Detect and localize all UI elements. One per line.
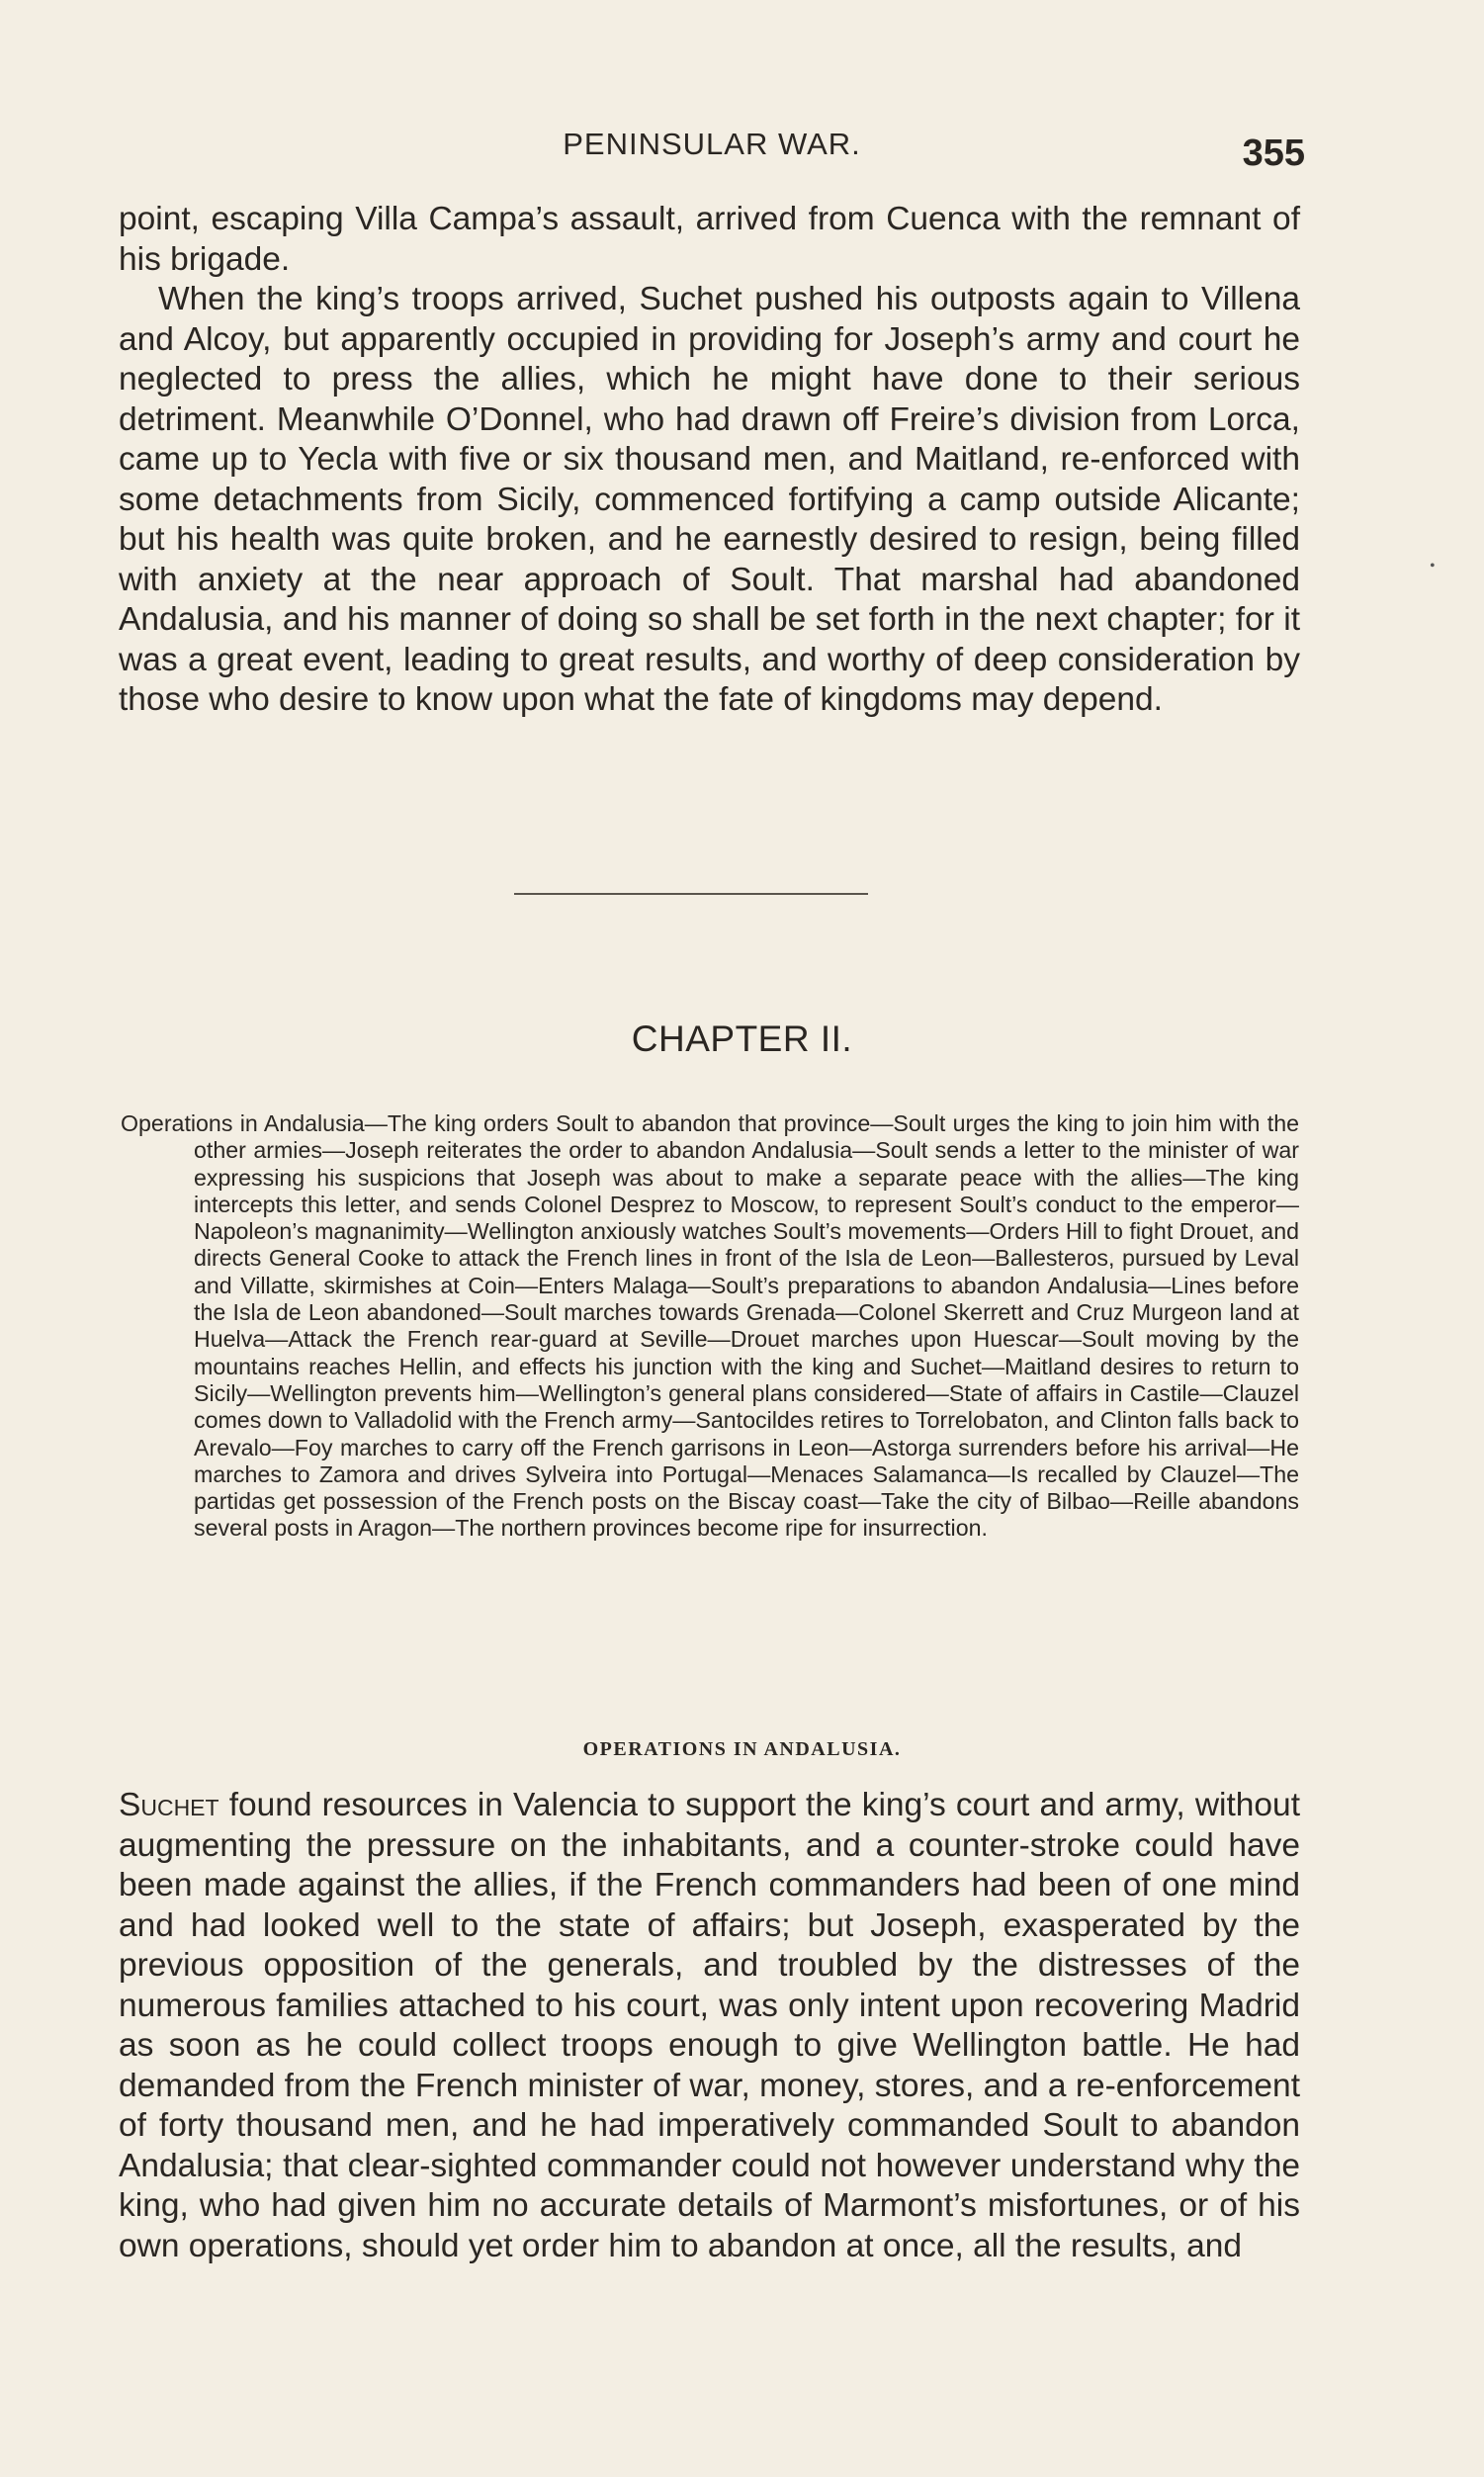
chapter-title: CHAPTER II. xyxy=(631,1018,853,1059)
section-divider xyxy=(514,893,868,895)
body-paragraph: When the king’s troops arrived, Suchet pushed his outposts again to Villena and Alcoy, but apparently occupied in providing for Joseph’s army and court he neglected to press the allies, which he might have done to their serious detriment. Meanwhile O’Donnel, who had drawn off Freire’s division from Lorca, came up to Yecla with five or six thousand men, and Maitland, re-enforced with some detachments from Sicily, commenced fortifying a camp outside Alicante; but his health was quite broken, and he earnestly desired to resign, being filled with anxiety at the near approach of Soult. That marshal had abandoned Andalusia, and his manner of doing so shall be set forth in the next chapter; for it was a great event, leading to great results, and worthy of deep consideration by those who desire to know upon what the fate of kingdoms may depend. xyxy=(119,281,1300,718)
lead-word: Suchet xyxy=(119,1787,219,1823)
running-title: PENINSULAR WAR. xyxy=(563,127,861,161)
page-header xyxy=(119,127,1305,186)
continuation-text xyxy=(119,200,1300,721)
page-number: 355 xyxy=(1242,133,1305,174)
section-text xyxy=(119,1786,1300,2266)
margin-mark: • xyxy=(1430,558,1436,575)
continuation-paragraph: point, escaping Villa Campa’s assault, arrived from Cuenca with the remnant of his brigade. xyxy=(119,201,1300,278)
section-title: OPERATIONS IN ANDALUSIA. xyxy=(582,1738,902,1760)
section-paragraph xyxy=(119,1786,1300,2266)
section-paragraph-text: found resources in Valencia to support the king’s court and army, without augmenting the pressure on the inhabitants, and a counter-stroke could have been made against the allies, if the French commanders had been of one mind and had looked well to the state of affairs; but Joseph, exasperated by the previous opposition of the generals, and troubled by the distresses of the numerous families attached to his court, was only intent upon recovering Madrid as soon as he could collect troops enough to give Wellington battle. He had demanded from the French minister of war, money, stores, and a re-enforcement of forty thousand men, and he had imperatively commanded Soult to abandon Andalusia; that clear-sighted commander could not however understand why the king, who had given him no accurate details of Marmont’s misfortunes, or of his own operations, should yet order him to abandon at once, all the results, and xyxy=(119,1787,1300,2264)
chapter-summary: Operations in Andalusia—The king orders Soult to abandon that province—Soult urges the king to join him with the other armies—Joseph reiterates the order to abandon Andalusia—Soult sends a letter to the minister of war expressing his suspicions that Joseph was about to make a separate peace with the allies—The king intercepts this letter, and sends Colonel Desprez to Moscow, to represent Soult’s conduct to the emperor—Napoleon’s magnanimity—Wellington anxiously watches Soult’s movements—Orders Hill to fight Drouet, and directs General Cooke to attack the French lines in front of the Isla de Leon—Ballesteros, pursued by Leval and Villatte, skirmishes at Coin—Enters Malaga—Soult’s preparations to abandon Andalusia—Lines before the Isla de Leon abandoned—Soult marches towards Grenada—Colonel Skerrett and Cruz Murgeon land at Huelva—Attack the French rear-guard at Seville—Drouet marches upon Huescar—Soult moving by the mountains reaches Hellin, and effects his junction with the king and Suchet—Maitland desires to return to Sicily—Wellington prevents him—Wellington’s general plans considered—State of affairs in Castile—Clauzel comes down to Valladolid with the French army—Santocildes retires to Torrelobaton, and Clinton falls back to Arevalo—Foy marches to carry off the French garrisons in Leon—Astorga surrenders before his arrival—He marches to Zamora and drives Sylveira into Portugal—Menaces Salamanca—Is recalled by Clauzel—The partidas get possession of the French posts on the Biscay coast—Take the city of Bilbao—Reille abandons several posts in Aragon—The northern provinces become ripe for insurrection. xyxy=(121,1110,1299,1542)
